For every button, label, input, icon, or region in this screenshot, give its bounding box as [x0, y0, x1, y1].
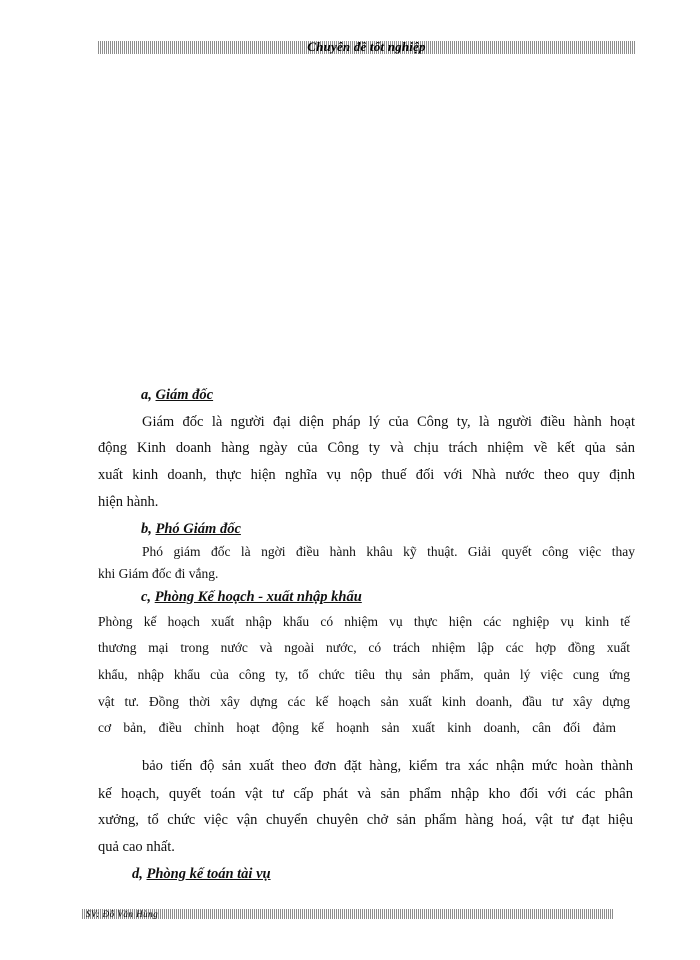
section-c-line: khẩu, nhập khẩu của công ty, tổ chức tiêu thụ sản phẩm, quản lý việc cung ứng	[98, 667, 630, 682]
footer-band	[82, 909, 613, 919]
section-b-label: b,	[141, 521, 152, 537]
section-c-line: quả cao nhất.	[98, 839, 175, 855]
section-a-heading	[141, 386, 213, 404]
section-c-heading	[141, 588, 362, 606]
section-c-title: Phòng Kế hoạch - xuất nhập khẩu	[154, 589, 362, 605]
footer-author: SV: Đỗ Văn Hùng	[86, 909, 159, 919]
section-c-line: xưởng, tổ chức việc vận chuyển chuyên chở sản phẩm hàng hoá, vật tư đạt hiệu	[98, 812, 633, 828]
section-b-line: Phó giám đốc là ngời điều hành khâu kỹ thuật. Giải quyết công việc thay	[142, 544, 635, 559]
section-d-label: d,	[132, 866, 143, 882]
section-d-title: Phòng kế toán tài vụ	[146, 866, 271, 882]
section-b-title: Phó Giám đốc	[155, 521, 241, 537]
section-a-line: động Kinh doanh hàng ngày của Công ty và chịu trách nhiệm về kết qủa sản	[98, 440, 635, 456]
header-band	[98, 41, 635, 54]
section-a-label: a,	[141, 387, 152, 403]
section-c-line: Phòng kế hoạch xuất nhập khẩu có nhiệm vụ thực hiện các nghiệp vụ kinh tế	[98, 614, 630, 629]
section-a-line: Giám đốc là người đại diện pháp lý của Công ty, là người điều hành hoạt	[142, 414, 635, 430]
section-c-line: kế hoạch, quyết toán vật tư cấp phát và sản phẩm nhập kho đối với các phân	[98, 786, 633, 802]
section-c-line: cơ bản, điều chỉnh hoạt động kế hoạnh sản xuất kinh doanh, cân đối đảm	[98, 720, 616, 735]
section-c-line: bảo tiến độ sản xuất theo đơn đặt hàng, kiểm tra xác nhận mức hoàn thành	[142, 758, 633, 774]
section-b-line: khi Giám đốc đi vắng.	[98, 566, 219, 581]
section-c-line: thương mại trong nước và ngoài nước, có trách nhiệm lập các hợp đồng xuất	[98, 640, 630, 655]
section-c-label: c,	[141, 589, 152, 605]
section-a-line: hiện hành.	[98, 494, 159, 510]
section-a-title: Giám đốc	[155, 387, 214, 403]
section-c-line: vật tư. Đồng thời xây dựng các kế hoạch sản xuất kinh doanh, đầu tư xây dựng	[98, 694, 630, 709]
header-title: Chuyên đề tốt nghiệp	[307, 39, 426, 54]
section-a-line: xuất kinh doanh, thực hiện nghĩa vụ nộp thuế đối với Nhà nước theo quy định	[98, 467, 635, 483]
section-b-heading	[141, 520, 241, 538]
section-d-heading	[132, 865, 271, 883]
